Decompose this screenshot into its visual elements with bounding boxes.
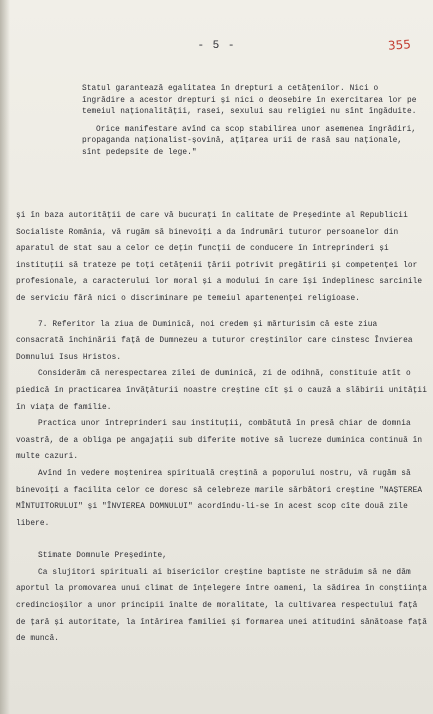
- page-number: - 5 -: [197, 40, 236, 52]
- quote-paragraph: Orice manifestare avînd ca scop stabilirea unor asemenea îngrădiri, propaganda naționalist-șovină, ațîțarea urii de rasă sau naționale, sînt pedepsite de lege.": [82, 125, 417, 157]
- body-paragraph: și în baza autorității de care vă bucurați în calitate de Președinte al Republicii Socialiste România, vă rugăm să binevoiți a da îndrumări tuturor persoanelor din aparatul de stat sau a celor ce dețin funcții de conducere în întreprinderi și instituții să trateze pe toți cetățenii țării potrivit pregătirii și competenței lor profesionale, a caracterului lor moral și a modului în care își îndeplinesc sarcinile de serviciu fără nici o discriminare pe temeiul apartenenței religioase.: [16, 212, 423, 303]
- body-paragraph: Avînd în vedere moștenirea spirituală creștină a poporului nostru, vă rugăm să binevoiți a facilita celor ce doresc să celebreze marile sărbători creștine "NAȘTEREA MÎNTUITORULUI" și "ÎNVIEREA DOMNULUI" acordîndu-li-se în acest scop cîte două zile libere.: [16, 469, 423, 528]
- quoted-constitution-text: [82, 84, 420, 165]
- body-paragraph: Considerăm că nerespectarea zilei de duminică, zi de odihnă, constituie atît o piedică în practicarea învățăturii noastre creștine cît și o cauză a slăbirii unității în viața de familie.: [16, 370, 427, 412]
- archive-number: 355: [387, 37, 412, 53]
- letter-body: [16, 208, 428, 648]
- body-paragraph: Practica unor întreprinderi sau instituții, combătută în presă chiar de domnia voastră, de a obliga pe angajații sub diferite motive să lucreze duminica continuă în multe cazuri.: [16, 420, 423, 462]
- body-paragraph: Ca slujitori spirituali ai bisericilor creștine baptiste ne străduim să ne dăm aportul la promovarea unui climat de înțelegere între oameni, la sădirea în conștiința credincioșilor a unor principii înalte de moralitate, la cultivarea respectului față de țară și autoritate, la întărirea familiei și formarea unei atitudini sănătoase față de muncă.: [16, 568, 427, 644]
- salutation: Stimate Domnule Președinte,: [38, 552, 168, 561]
- body-paragraph: 7. Referitor la ziua de Duminică, noi credem și mărturisim că este ziua consacrată închinării față de Dumnezeu a tuturor creștinilor care cinstesc Învierea Domnului Isus Hristos.: [16, 320, 413, 362]
- quote-paragraph: Statul garantează egalitatea în drepturi a cetățenilor. Nici o îngrădire a acestor drepturi și nici o deosebire în exercitarea lor pe temeiul naționalității, rasei, sexului sau religiei nu sînt îngăduite.: [82, 85, 417, 116]
